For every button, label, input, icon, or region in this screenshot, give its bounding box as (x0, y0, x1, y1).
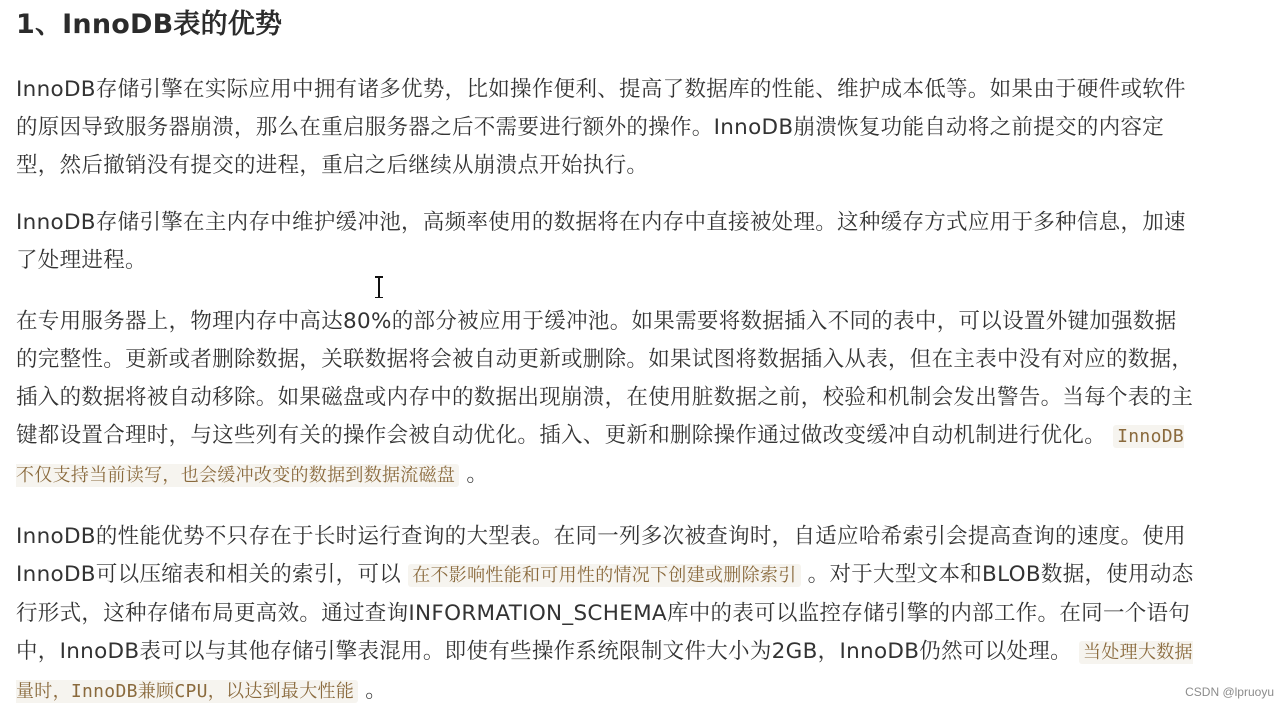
text-cursor-icon (374, 276, 384, 298)
watermark: CSDN @lpruoyu (1185, 685, 1274, 699)
paragraph-dedicated-server (16, 303, 1196, 495)
article-body (16, 0, 1196, 709)
paragraph-crash-recovery: InnoDB存储引擎在实际应用中拥有诸多优势，比如操作便利、提高了数据库的性能、维护成本低等。如果由于硬件或软件的原因导致服务器崩溃，那么在重启服务器之后不需要进行额外的操作。InnoDB崩溃恢复功能自动将之前提交的内容定型，然后撤销没有提交的进程，重启之后继续从崩溃点开始执行。 (16, 77, 1186, 178)
paragraph-text: InnoDB的性能优势不只存在于长时运行查询的大型表。在同一列多次被查询时，自适应哈希索引会提高查询的速度。使用InnoDB可以压缩表和相关的索引，可以 (16, 524, 1186, 587)
paragraph-buffer-pool: InnoDB存储引擎在主内存中维护缓冲池，高频率使用的数据将在内存中直接被处理。这种缓存方式应用于多种信息，加速了处理进程。 (16, 210, 1186, 273)
inline-code-highlight: InnoDB不仅支持当前读写，也会缓冲改变的数据到数据流磁盘 (16, 426, 1184, 486)
paragraph-tail: 。 (466, 462, 489, 487)
section-heading: 1、InnoDB表的优势 (16, 9, 283, 40)
inline-code-highlight: 在不影响性能和可用性的情况下创建或删除索引 (408, 564, 800, 587)
paragraph-tail: 。 (365, 678, 388, 703)
paragraph-performance (16, 518, 1196, 709)
paragraph-text: 在专用服务器上，物理内存中高达80%的部分被应用于缓冲池。如果需要将数据插入不同的表中，可以设置外键加强数据的完整性。更新或者删除数据，关联数据将会被自动更新或删除。如果试图将数据插入从表，但在主表中没有对应的数据，插入的数据将被自动移除。如果磁盘或内存中的数据出现崩溃，在使用脏数据之前，校验和机制会发出警告。当每个表的主键都设置合理时，与这些列有关的操作会被自动优化。插入、更新和删除操作通过做改变缓冲自动机制进行优化。 (16, 309, 1194, 448)
paragraph-text: 。对于大型文本和BLOB数据，使用动态行形式，这种存储布局更高效。通过查询INFORMATION_SCHEMA库中的表可以监控存储引擎的内部工作。在同一个语句中，InnoDB表可以与其他存储引擎表混用。即使有些操作系统限制文件大小为2GB，InnoDB仍然可以处理。 (16, 562, 1194, 664)
inline-code-highlight: 当处理大数据量时，InnoDB兼顾CPU，以达到最大性能 (16, 642, 1193, 702)
